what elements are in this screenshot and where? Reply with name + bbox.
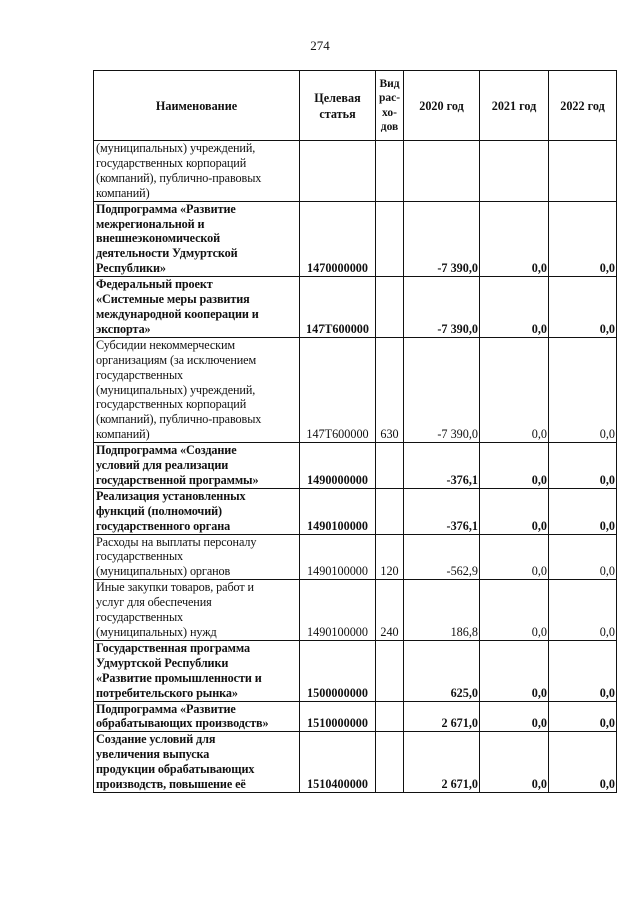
row-code: 147Т600000 (300, 277, 376, 338)
header-kind-line: Вид (379, 77, 400, 90)
row-kind (376, 701, 404, 732)
row-2022: 0,0 (549, 277, 617, 338)
row-2020: 625,0 (404, 640, 480, 701)
row-2020: -376,1 (404, 443, 480, 489)
name-line: Республики» (96, 261, 166, 276)
name-line: государственной программы» (96, 472, 259, 487)
row-kind: 630 (376, 337, 404, 442)
table-row (94, 640, 617, 701)
name-line: производств, повышение её (96, 777, 246, 792)
name-line: Создание условий для (96, 732, 216, 747)
row-name (94, 277, 300, 338)
header-code-line: Целевая (314, 90, 361, 105)
row-kind (376, 732, 404, 793)
name-line: межрегиональной и (96, 216, 205, 231)
name-line: «Развитие промышленности и (96, 670, 262, 685)
row-2020: -7 390,0 (404, 337, 480, 442)
row-2020: 186,8 (404, 580, 480, 641)
header-2020: 2020 год (404, 71, 480, 141)
name-line: Подпрограмма «Создание (96, 443, 237, 458)
name-line: (муниципальных) учреждений, (96, 141, 256, 155)
name-line: Удмуртской Республики (96, 655, 229, 670)
row-name (94, 488, 300, 534)
name-line: международной кооперации и (96, 306, 259, 321)
header-kind (376, 71, 404, 141)
name-line: государственных (96, 549, 184, 564)
row-2022: 0,0 (549, 488, 617, 534)
name-line: организациям (за исключением (96, 352, 257, 367)
row-kind (376, 443, 404, 489)
row-name (94, 701, 300, 732)
row-2021: 0,0 (480, 337, 549, 442)
row-2020: 2 671,0 (404, 732, 480, 793)
name-line: Федеральный проект (96, 277, 213, 292)
row-kind: 240 (376, 580, 404, 641)
name-line: (муниципальных) органов (96, 564, 231, 579)
row-code (300, 141, 376, 202)
row-2021: 0,0 (480, 277, 549, 338)
header-code-line: статья (319, 106, 356, 121)
table-row (94, 337, 617, 442)
header-name: Наименование (94, 71, 300, 141)
name-line: продукции обрабатывающих (96, 762, 255, 777)
row-2022 (549, 141, 617, 202)
row-2022: 0,0 (549, 201, 617, 277)
row-2020: -376,1 (404, 488, 480, 534)
row-2021: 0,0 (480, 488, 549, 534)
row-2022: 0,0 (549, 640, 617, 701)
name-line: (муниципальных) нужд (96, 625, 217, 639)
name-line: внешнеэкономической (96, 231, 221, 246)
name-line: государственных корпораций (96, 397, 247, 412)
row-2021 (480, 141, 549, 202)
table-row (94, 534, 617, 580)
row-name (94, 640, 300, 701)
budget-table (93, 70, 617, 793)
row-code: 1490100000 (300, 534, 376, 580)
table-row (94, 488, 617, 534)
row-name (94, 337, 300, 442)
table-row (94, 277, 617, 338)
row-code: 1510000000 (300, 701, 376, 732)
name-line: (компаний), публично-правовых (96, 170, 262, 185)
row-code: 1490000000 (300, 443, 376, 489)
row-kind (376, 201, 404, 277)
row-2020: 2 671,0 (404, 701, 480, 732)
row-2021: 0,0 (480, 701, 549, 732)
name-line: увеличения выпуска (96, 747, 210, 762)
row-kind (376, 141, 404, 202)
header-kind-line: рас- (378, 92, 401, 104)
name-line: обрабатывающих производств» (96, 716, 269, 731)
row-name (94, 443, 300, 489)
row-2021: 0,0 (480, 534, 549, 580)
header-row (94, 71, 617, 141)
table-row (94, 732, 617, 793)
name-line: государственных корпораций (96, 155, 247, 170)
name-line: (компаний), публично-правовых (96, 412, 262, 427)
row-kind (376, 277, 404, 338)
row-name (94, 201, 300, 277)
row-2021: 0,0 (480, 580, 549, 641)
header-2021: 2021 год (480, 71, 549, 141)
row-code: 1510400000 (300, 732, 376, 793)
name-line: услуг для обеспечения (96, 595, 212, 610)
row-2021: 0,0 (480, 640, 549, 701)
row-2022: 0,0 (549, 732, 617, 793)
row-kind: 120 (376, 534, 404, 580)
name-line: экспорта» (96, 321, 151, 336)
row-2022: 0,0 (549, 534, 617, 580)
row-kind (376, 488, 404, 534)
row-code: 147Т600000 (300, 337, 376, 442)
name-line: государственного органа (96, 518, 231, 533)
row-2022: 0,0 (549, 337, 617, 442)
row-2020: -562,9 (404, 534, 480, 580)
name-line: Иные закупки товаров, работ и (96, 580, 254, 595)
table-row (94, 443, 617, 489)
row-2020 (404, 141, 480, 202)
table-row (94, 701, 617, 732)
name-line: компаний) (96, 185, 150, 200)
row-2021: 0,0 (480, 443, 549, 489)
row-2022: 0,0 (549, 443, 617, 489)
row-name (94, 580, 300, 641)
table-row (94, 201, 617, 277)
row-name (94, 534, 300, 580)
name-line: функций (полномочий) (96, 503, 223, 518)
name-line: Расходы на выплаты персоналу (96, 534, 257, 549)
row-name (94, 732, 300, 793)
name-line: деятельности Удмуртской (96, 246, 238, 261)
row-code: 1500000000 (300, 640, 376, 701)
name-line: Субсидии некоммерческим (96, 337, 236, 352)
table-row (94, 141, 617, 202)
page-number: 274 (310, 38, 330, 53)
row-kind (376, 640, 404, 701)
row-code: 1470000000 (300, 201, 376, 277)
header-code (300, 71, 376, 141)
name-line: (муниципальных) учреждений, (96, 382, 256, 397)
name-line: Подпрограмма «Развитие (96, 701, 236, 716)
name-line: Реализация установленных (96, 488, 246, 503)
name-line: государственных (96, 367, 184, 382)
name-line: государственных (96, 610, 184, 625)
header-kind-line: дов (380, 121, 399, 133)
name-line: компаний) (96, 427, 150, 442)
table-row (94, 580, 617, 641)
row-code: 1490100000 (300, 580, 376, 641)
row-name (94, 141, 300, 202)
name-line: Государственная программа (96, 640, 250, 655)
header-kind-line: хо- (382, 106, 397, 119)
name-line: Подпрограмма «Развитие (96, 201, 236, 216)
name-line: «Системные меры развития (96, 292, 250, 307)
name-line: условий для реализации (96, 458, 229, 473)
row-2021: 0,0 (480, 732, 549, 793)
row-2021: 0,0 (480, 201, 549, 277)
header-2022: 2022 год (549, 71, 617, 141)
row-2022: 0,0 (549, 580, 617, 641)
row-2020: -7 390,0 (404, 277, 480, 338)
row-2020: -7 390,0 (404, 201, 480, 277)
row-code: 1490100000 (300, 488, 376, 534)
name-line: потребительского рынка» (96, 685, 238, 700)
row-2022: 0,0 (549, 701, 617, 732)
